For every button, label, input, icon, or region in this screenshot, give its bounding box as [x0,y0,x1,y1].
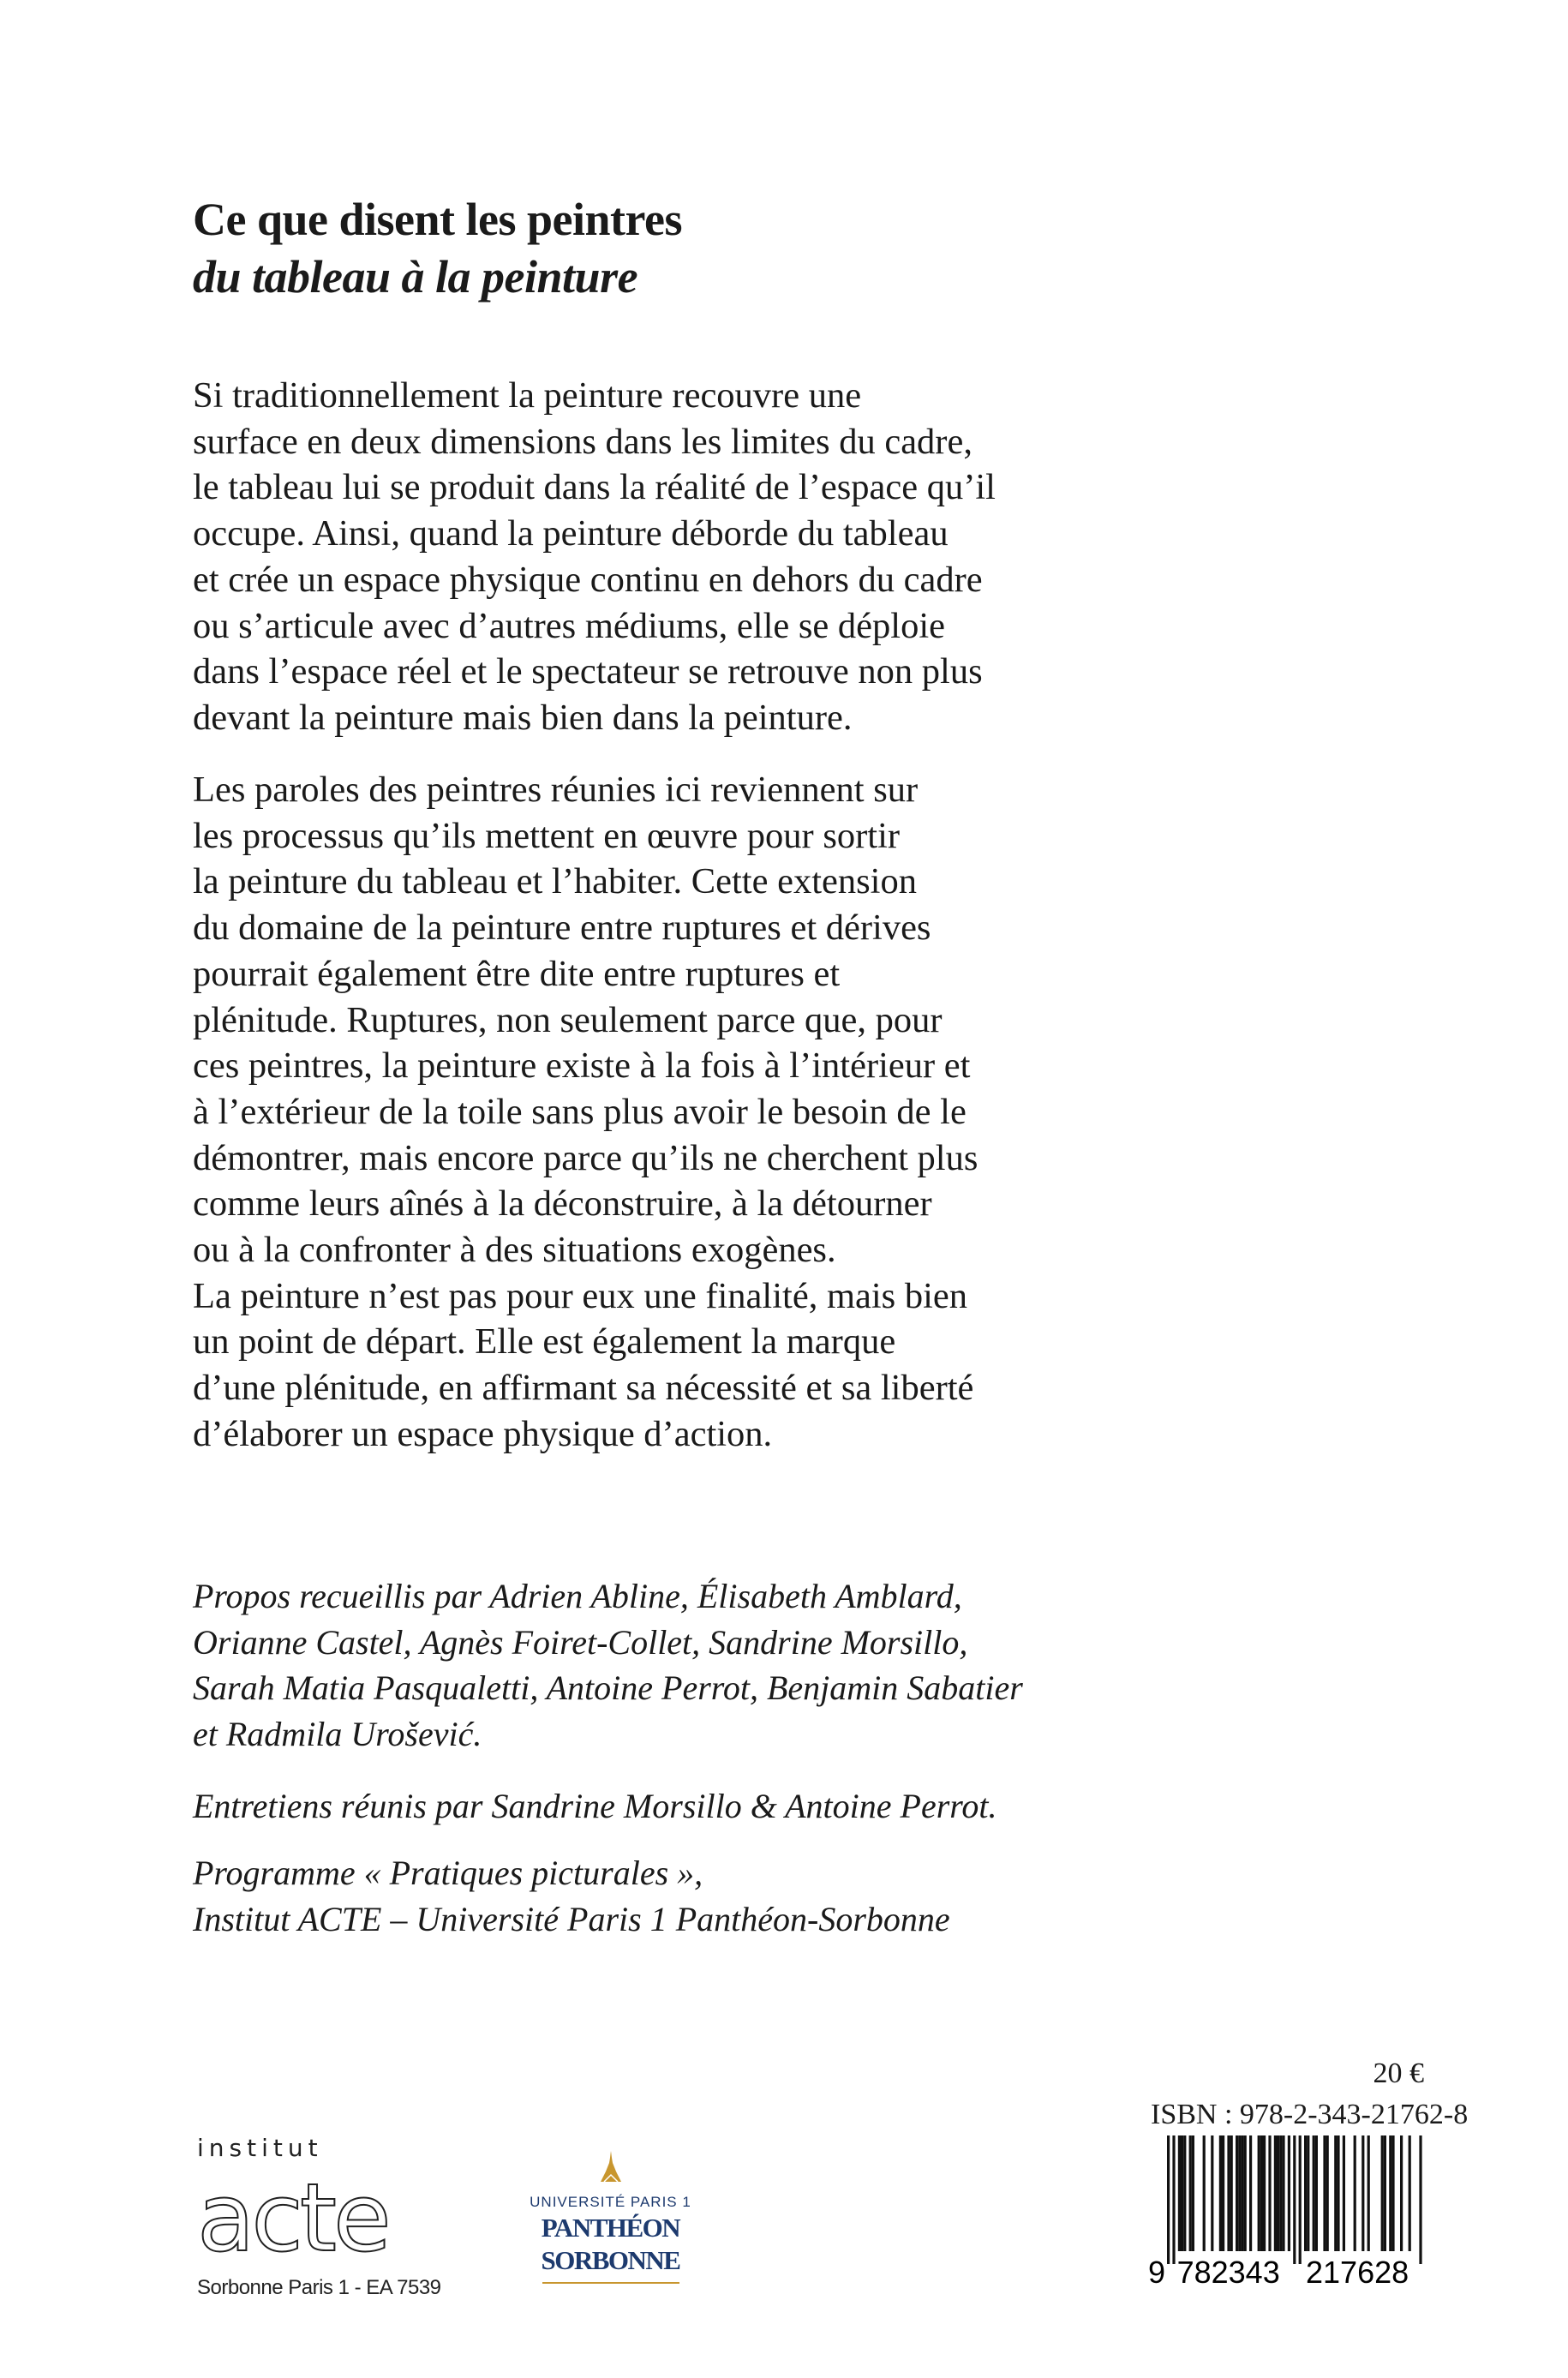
text-line: et Radmila Urošević. [193,1715,482,1754]
barcode-bar [1249,2135,1252,2251]
barcode-bar [1258,2135,1260,2251]
barcode-bar [1391,2135,1394,2251]
barcode-bar [1299,2135,1302,2264]
barcode-bar [1381,2135,1384,2251]
text-line: Orianne Castel, Agnès Foiret-Collet, Sandrine Morsillo, [193,1622,968,1662]
credits-editors: Entretiens réunis par Sandrine Morsillo & Antoine Perrot. [193,1787,997,1825]
barcode-bar [1282,2135,1284,2251]
text-line: un point de départ. Elle est également la marque [193,1321,896,1363]
barcode-bar [1167,2135,1170,2264]
barcode-bar [1268,2135,1271,2251]
barcode-bar [1304,2135,1307,2251]
barcode-bar [1279,2135,1282,2251]
acte-logo-caption: Sorbonne Paris 1 - EA 7539 [197,2276,441,2299]
barcode-bar [1368,2135,1370,2251]
barcode-bar [1178,2135,1181,2251]
barcode-bar [1263,2135,1266,2251]
text-line: ces peintres, la peinture existe à la fois à l’intérieur et [193,1045,971,1087]
title: Ce que disent les peintres [193,194,683,245]
acte-logo-top: institut [197,2134,323,2162]
barcode-bar [1419,2135,1421,2264]
barcode-bar [1389,2135,1391,2251]
barcode-bar [1238,2135,1241,2251]
pantheon-logo-name: PANTHÉON SORBONNE [541,2213,680,2275]
barcode-bar [1274,2135,1277,2251]
text-line: ou à la confronter à des situations exogènes. [193,1230,836,1270]
barcode-bar [1313,2135,1315,2251]
text-line: plénitude. Ruptures, non seulement parce que, pour [193,999,943,1040]
text-line: Si traditionnellement la peinture recouvre une [193,375,862,416]
subtitle: du tableau à la peinture [193,251,638,302]
barcode-digits: 9 [1148,2255,1166,2290]
institut-acte-logo [197,2134,441,2300]
barcode-bar [1219,2135,1222,2251]
barcode-bar [1244,2135,1247,2251]
text-line: les processus qu’ils mettent en œuvre pour sortir [193,815,901,856]
text-line: La peinture n’est pas pour eux une finalité, mais bien [193,1275,968,1316]
pantheon-sorbonne-logo [476,2151,745,2284]
barcode-bar [1211,2135,1213,2251]
text-line: dans l’espace réel et le spectateur se retrouve non plus [193,651,983,692]
acte-logo-word: acte [197,2163,388,2273]
barcode-bar [1315,2135,1318,2251]
barcode-bar [1354,2135,1356,2251]
barcode-bar [1236,2135,1238,2251]
text-line: Propos recueillis par Adrien Abline, Élisabeth Amblard, [193,1577,962,1615]
pantheon-logo-top: UNIVERSITÉ PARIS 1 [530,2194,691,2210]
barcode-bar [1203,2135,1206,2251]
text-line: Les paroles des peintres réunies ici reviennent sur [193,770,919,810]
text-line: et crée un espace physique continu en dehors du cadre [193,559,983,600]
barcode-bar [1288,2135,1290,2251]
barcode-bar [1337,2135,1339,2251]
text-line: devant la peinture mais bien dans la peinture. [193,697,853,738]
barcode-bar [1400,2135,1403,2251]
barcode-bar [1172,2135,1175,2264]
text-line: ou s’articule avec d’autres médiums, elle se déploie [193,605,945,646]
barcode-digits: 217628 [1306,2255,1409,2290]
barcode-bar [1334,2135,1337,2251]
text-line: Institut ACTE – Université Paris 1 Panthéon-Sorbonne [193,1899,950,1938]
text-line: le tableau lui se produit dans la réalité de l’espace qu’il [193,467,996,508]
barcode-bar [1277,2135,1279,2251]
barcode-digits: 782343 [1176,2255,1280,2290]
pantheon-gold-rule [542,2282,679,2284]
barcode-bar [1230,2135,1233,2251]
text-line: pourrait également être dite entre ruptures et [193,953,841,994]
barcode-bar [1227,2135,1230,2251]
text-line: d’une plénitude, en affirmant sa nécessité et sa liberté [193,1368,974,1409]
text-line: démontrer, mais encore parce qu’ils ne cherchent plus [193,1137,979,1178]
text-line: d’élaborer un espace physique d’action. [193,1413,773,1454]
barcode-bar [1222,2135,1224,2251]
barcode-bar [1384,2135,1386,2251]
barcode-bar [1183,2135,1186,2251]
text-line: occupe. Ainsi, quand la peinture déborde du tableau [193,513,949,554]
barcode-bar [1192,2135,1194,2251]
barcode-bar [1181,2135,1183,2251]
barcode-bar [1293,2135,1296,2264]
barcode-bar [1323,2135,1326,2251]
barcode-bar [1409,2135,1411,2251]
text-line: à l’extérieur de la toile sans plus avoir le besoin de le [193,1091,967,1132]
text-line: du domaine de la peinture entre ruptures et dérives [193,907,931,949]
text-line: Sarah Matia Pasqualetti, Antoine Perrot, Benjamin Sabatier [193,1668,1023,1708]
isbn: ISBN : 978-2-343-21762-8 [1151,2099,1469,2130]
text-line: la peinture du tableau et l’habiter. Cette extension [193,861,917,902]
text-line: comme leurs aînés à la déconstruire, à la détourner [193,1183,932,1225]
price: 20 € [1373,2058,1424,2089]
barcode-bar [1326,2135,1329,2251]
isbn-barcode [1148,2135,1422,2307]
text-line: Programme « Pratiques picturales », [193,1854,703,1892]
pantheon-dome-icon [594,2151,628,2185]
barcode-bar [1362,2135,1364,2251]
barcode-bar [1260,2135,1263,2251]
barcode-bar [1241,2135,1243,2251]
barcode-bar [1307,2135,1309,2251]
barcode-bar [1343,2135,1345,2251]
barcode-bar [1189,2135,1192,2251]
text-line: surface en deux dimensions dans les limites du cadre, [193,421,973,462]
